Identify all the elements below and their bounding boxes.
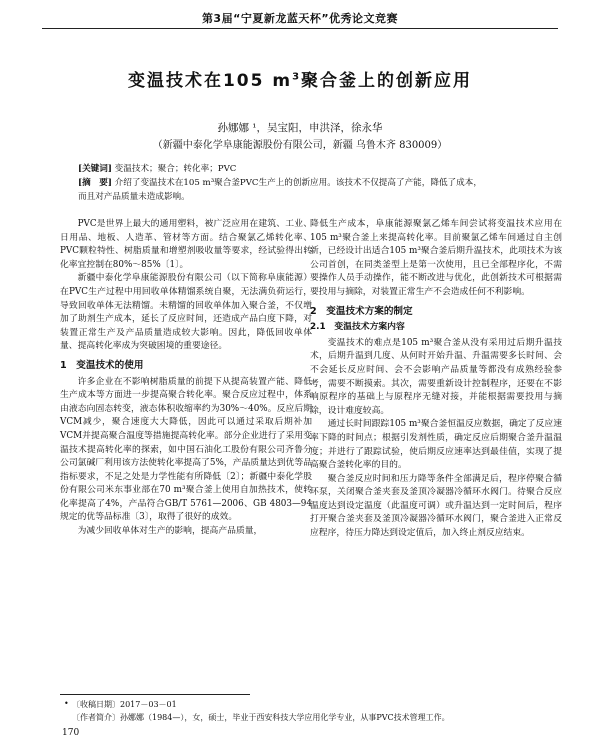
- subsection-heading: 2.1 变温技术方案内容: [310, 322, 405, 333]
- paragraph: 降低生产成本，阜康能源聚氯乙烯车间尝试将变温技术应用在105 m³聚合釜上来提高转化率。目前聚氯乙烯车间通过自主创新，已经设计出适合105 m³聚合釜后期升温技术，此项技术为该公司首创，在同类釜型上是第一次使用，且已全部程序化，不需要操作人员手动操作，能不断改进与优化，此创新技术可根据需要投用与摘除，对装置正常生产不会造成任何不利影响。: [310, 219, 562, 297]
- section-heading: 2 变温技术方案的制定: [310, 305, 413, 317]
- paragraph: 新疆中泰化学阜康能源股份有限公司（以下简称阜康能源）在PVC生产过程中用回收单体精馏系统自聚，无法满负荷运行，导致回收单体无法精馏。未精馏的回收单体加入聚合釜，不仅增加了助剂生产成本，延长了反应时间，还造成产品白度下降，对装置正常生产及产品质量造成较大影响。因此，降低回收单体量、提高转化率成为突破困境的重要途径。: [60, 273, 312, 352]
- paper-title: [0, 66, 600, 91]
- paragraph: 为减少回收单体对生产的影响，提高产品质量，: [77, 526, 263, 537]
- body-column-left: [60, 218, 312, 539]
- paragraph: PVC是世界上最大的通用塑料，被广泛应用在建筑、工业、日用品、地板、人造革、管材等方面。结合聚氯乙烯转化率、PVC颗粒特性、树脂质量和增塑剂吸收量等要求，经试验得出转化率宜控制在80%～85%〔1〕。: [60, 219, 312, 270]
- paragraph: 通过长时间跟踪105 m³聚合釜恒温反应数据，确定了反应速率下降的时间点；根据引发剂性质，确定反应后期聚合釜升温温度；并进行了跟踪试验，使后期反应速率达到最佳值，实现了提高聚合釜转化率的目的。: [310, 419, 562, 471]
- paragraph: 许多企业在不影响树脂质量的前提下从提高装置产能、降低生产成本等方面进一步提高聚合转化率。聚合反应过程中，体系由液态向固态转变，液态体积收缩率约为30%～40%。反应后期VCM减少，聚合速度大大降低，因此可以通过采取后期补加VCM并提高聚合温度等措施提高转化率。部分企业进行了采用变温技术提高转化率的探索，如中国石油化工股份有限公司齐鲁分公司氯碱厂利用该方法使转化率提高了5%，产品质量达到优等品指标要求，不足之处是力学性能有所降低〔2〕；新疆中泰化学股份有限公司米东事业部在70 m³聚合釜上使用自加热技术，使转化率提高了4%，产品符合GB/T 5761—2006、GB 4803—94规定的优等品标准〔3〕，取得了很好的成效。: [60, 376, 312, 523]
- paragraph: 聚合釜反应时间和压力降等条件全部满足后，程序停聚合循环泵，关闭聚合釜夹套及釜顶冷凝器冷循环水阀门。待聚合反应温度达到设定温度（此温度可调）或升温达到一定时间后，程序打开聚合釜夹套及釜顶冷凝器冷循环水阀门，聚合釜进入正常反应程序，待压力降达到设定值后，加入终止剂反应结束。: [310, 473, 562, 539]
- summary-tag: [摘 要]: [78, 178, 112, 188]
- body-column-right: [310, 218, 562, 541]
- footnote-author: 〔作者简介〕孙娜娜（1984—），女，硕士，毕业于西安科技大学应用化学专业，从事PVC技术管理工作。: [72, 713, 450, 722]
- keywords-line: [78, 162, 538, 176]
- summary-line-1: [78, 176, 538, 190]
- affiliation: （新疆中泰化学阜康能源股份有限公司，新疆 乌鲁木齐 830009）: [152, 140, 448, 151]
- footnote-received: 〔收稿日期〕2017－03－01: [72, 700, 177, 709]
- page-number: 170: [62, 728, 80, 738]
- summary-text-1: 介绍了变温技术在105 m³聚合釜PVC生产上的创新应用。该技术不仅提高了产能，降低了成本，: [114, 178, 482, 188]
- abstract-block: [78, 162, 538, 204]
- title-sup: 3: [292, 71, 302, 83]
- paragraph: 变温技术的难点是105 m³聚合釜从没有采用过后期升温技术，后期升温到几度、从何时开始升温、升温需要多长时间、会不会延长反应时间、会不会影响产品质量等都没有成熟经验参考，需要不断摸索。其次，需要重新设计控制程序，还要在不影响原程序的基础上与原程序无缝对接，并能根据需要投用与摘除，设计难度较高。: [310, 337, 562, 416]
- title-text-after: 聚合釜上的创新应用: [301, 71, 473, 91]
- keywords-tag: [关键词]: [78, 164, 112, 174]
- summary-line-2: 而且对产品质量未造成影响。: [78, 192, 190, 202]
- footnote-rule: [60, 694, 250, 695]
- running-head: 第3届“宁夏新龙蓝天杯”优秀论文竞赛: [201, 12, 399, 25]
- title-text: 变温技术在105 m: [127, 71, 293, 91]
- section-heading: 1 变温技术的使用: [60, 359, 144, 371]
- authors: 孙娜娜 ¹，吴宝阳，申洪泽，徐永华: [217, 122, 383, 134]
- header-rule: [42, 28, 558, 29]
- keywords: 变温技术；聚合；转化率；PVC: [114, 164, 237, 174]
- footnote-bullet-icon: •: [64, 699, 69, 708]
